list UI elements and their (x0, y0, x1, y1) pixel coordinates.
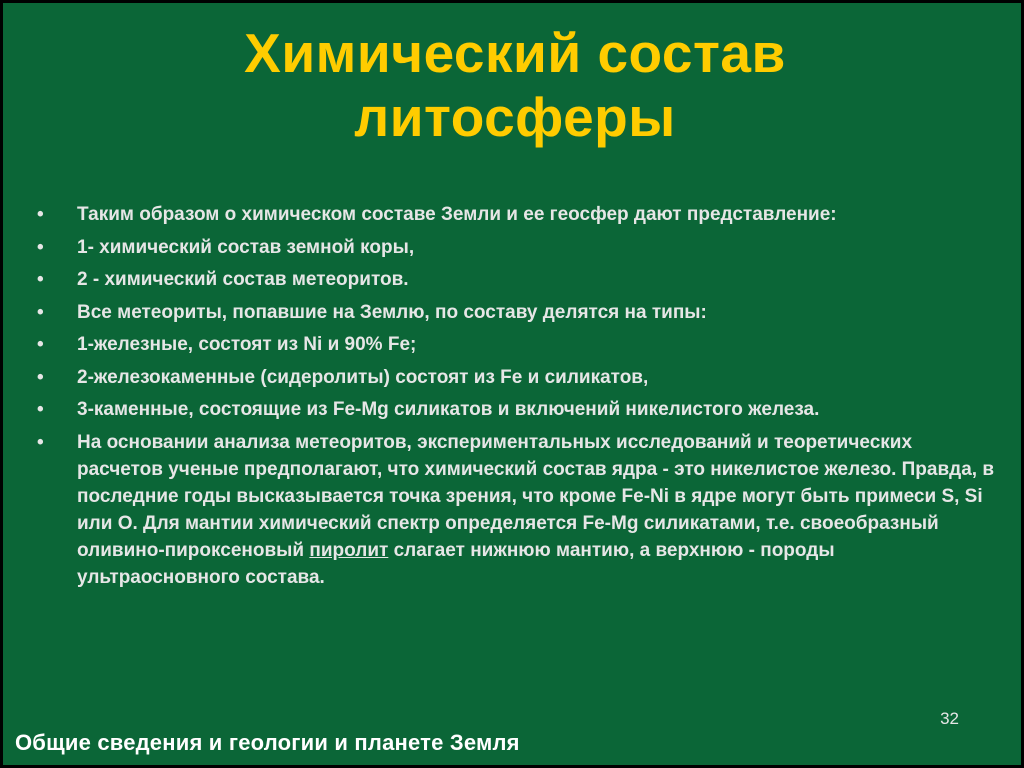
bullet-icon: • (37, 269, 44, 290)
bullet-icon: • (37, 399, 44, 420)
bullet-item (33, 429, 998, 591)
bullet-icon: • (37, 431, 44, 453)
bullet-text: Все метеориты, попавшие на Землю, по составу делятся на типы: (77, 301, 707, 323)
pyrolite-link[interactable]: пиролит (309, 539, 389, 561)
slide-title-line-1: Химический состав (244, 22, 786, 84)
footer-text: Общие сведения и геологии и планете Земля (15, 730, 520, 755)
bullet-text: 3-каменные, состоящие из Fe-Mg силикатов и включений никелистого железа. (77, 399, 820, 420)
bullet-icon: • (37, 366, 44, 388)
slide-title (3, 21, 1024, 149)
bullet-item (33, 364, 998, 391)
bullet-item (33, 266, 998, 293)
bullet-text: 2 - химический состав метеоритов. (77, 269, 409, 290)
page-number: 32 (940, 709, 959, 728)
bullet-icon: • (37, 204, 44, 225)
bullet-item (33, 299, 998, 326)
bullet-text-part: слагает нижнюю мантию, а верхнюю - породы ультраосновного состава. (77, 539, 835, 588)
bullet-icon: • (37, 334, 44, 355)
bullet-item (33, 201, 998, 228)
slide-title-line-2: литосферы (354, 86, 676, 148)
bullet-text-part: На основании анализа метеоритов, экспериментальных исследований и теоретических расчетов ученые предполагают, что химический состав ядра - это никелистое железо. Правда, в последние годы высказывается точка зрения, что кроме Fe-Ni в ядре могут быть примеси S, Si или O. Для мантии химический спектр определяется Fe-Mg силикатами, т.е. своеобразный оливино-пироксеновый (77, 431, 995, 561)
bullet-list (33, 201, 998, 596)
bullet-icon: • (37, 236, 44, 258)
bullet-text: 1- химический состав земной коры, (77, 236, 415, 258)
bullet-icon: • (37, 301, 44, 323)
bullet-text: 2-железокаменные (сидеролиты) состоят из Fe и силикатов, (77, 366, 649, 388)
bullet-item (33, 331, 998, 358)
bullet-item (33, 234, 998, 261)
bullet-item (33, 396, 998, 423)
bullet-text: Таким образом о химическом составе Земли и ее геосфер дают представление: (77, 204, 837, 225)
bullet-text: 1-железные, состоят из Ni и 90% Fe; (77, 334, 417, 355)
